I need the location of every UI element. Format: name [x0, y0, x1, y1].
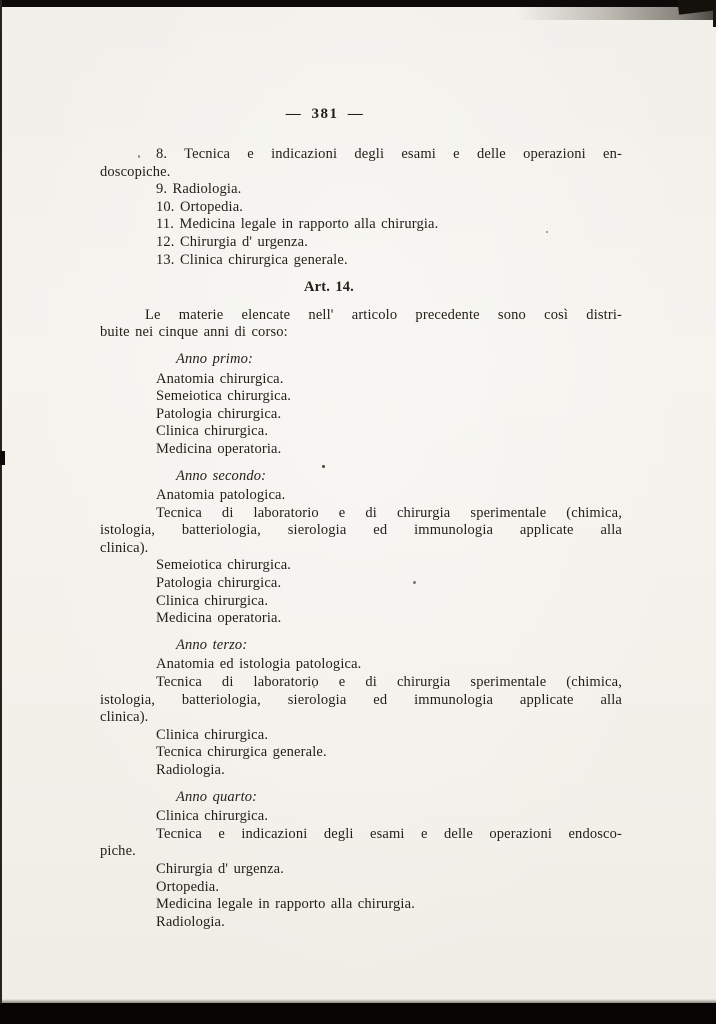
year-heading: Anno secondo:	[176, 467, 267, 484]
page-number: — 381 —	[285, 106, 365, 122]
text-line: Tecnica di laboratorio e di chirurgia sperimentale (chimica,	[156, 674, 622, 691]
scan-artifact-bottom-bar	[0, 1003, 716, 1024]
text-line: clinica).	[100, 709, 149, 726]
text-line: 13. Clinica chirurgica generale.	[156, 251, 348, 268]
text-line: istologia, batteriologia, sierologia ed immunologia applicate alla	[100, 691, 622, 708]
text-line: Ortopedia.	[156, 878, 220, 895]
text-line: Medicina legale in rapporto alla chirurgia.	[156, 896, 415, 913]
text-line: Tecnica di laboratorio e di chirurgia sperimentale (chimica,	[156, 504, 622, 521]
text-line: istologia, batteriologia, sierologia ed immunologia applicate alla	[100, 522, 622, 539]
text-line: doscopiche.	[100, 163, 171, 180]
text-line: Le materie elencate nell' articolo precedente sono così distri-	[145, 306, 622, 323]
page-content	[100, 0, 622, 931]
text-line: Semeiotica chirurgica.	[156, 557, 292, 574]
text-line: Medicina operatoria.	[156, 440, 282, 457]
article-heading: Art. 14.	[304, 279, 354, 296]
year-heading: Anno terzo:	[176, 636, 248, 653]
text-line: Clinica chirurgica.	[156, 808, 269, 825]
text-line: Anatomia patologica.	[156, 487, 286, 504]
text-line: 9. Radiologia.	[156, 181, 242, 198]
text-line: 11. Medicina legale in rapporto alla chirurgia.	[156, 216, 439, 233]
text-line: Chirurgia d' urgenza.	[156, 860, 285, 877]
text-line: Tecnica e indicazioni degli esami e delle operazioni endosco-	[156, 825, 622, 842]
text-line: Radiologia.	[156, 762, 225, 778]
text-line: Anatomia chirurgica.	[156, 370, 284, 387]
text-line: 12. Chirurgia d' urgenza.	[156, 233, 308, 250]
text-line: 10. Ortopedia.	[156, 198, 244, 215]
text-line: clinica).	[100, 539, 149, 556]
scan-artifact-left-tick	[0, 451, 5, 465]
text-line: Medicina operatoria.	[156, 610, 282, 627]
document-body	[100, 146, 622, 931]
scan-artifact-left-edge	[0, 0, 2, 1024]
text-line: 8. Tecnica e indicazioni degli esami e delle operazioni en-	[156, 146, 622, 162]
text-line: Clinica chirurgica.	[156, 423, 269, 440]
year-heading: Anno quarto:	[176, 788, 258, 805]
text-line: Clinica chirurgica.	[156, 726, 269, 743]
year-heading: Anno primo:	[176, 350, 253, 367]
text-line: Clinica chirurgica.	[156, 592, 269, 609]
text-line: Anatomia ed istologia patologica.	[156, 656, 362, 673]
text-line: Patologia chirurgica.	[156, 575, 282, 592]
text-line: piche.	[100, 843, 136, 860]
text-line: Patologia chirurgica.	[156, 405, 282, 422]
text-line: Radiologia.	[156, 913, 225, 930]
text-line: buite nei cinque anni di corso:	[100, 324, 288, 341]
text-line: Tecnica chirurgica generale.	[156, 744, 327, 761]
text-line: Semeiotica chirurgica.	[156, 388, 292, 405]
